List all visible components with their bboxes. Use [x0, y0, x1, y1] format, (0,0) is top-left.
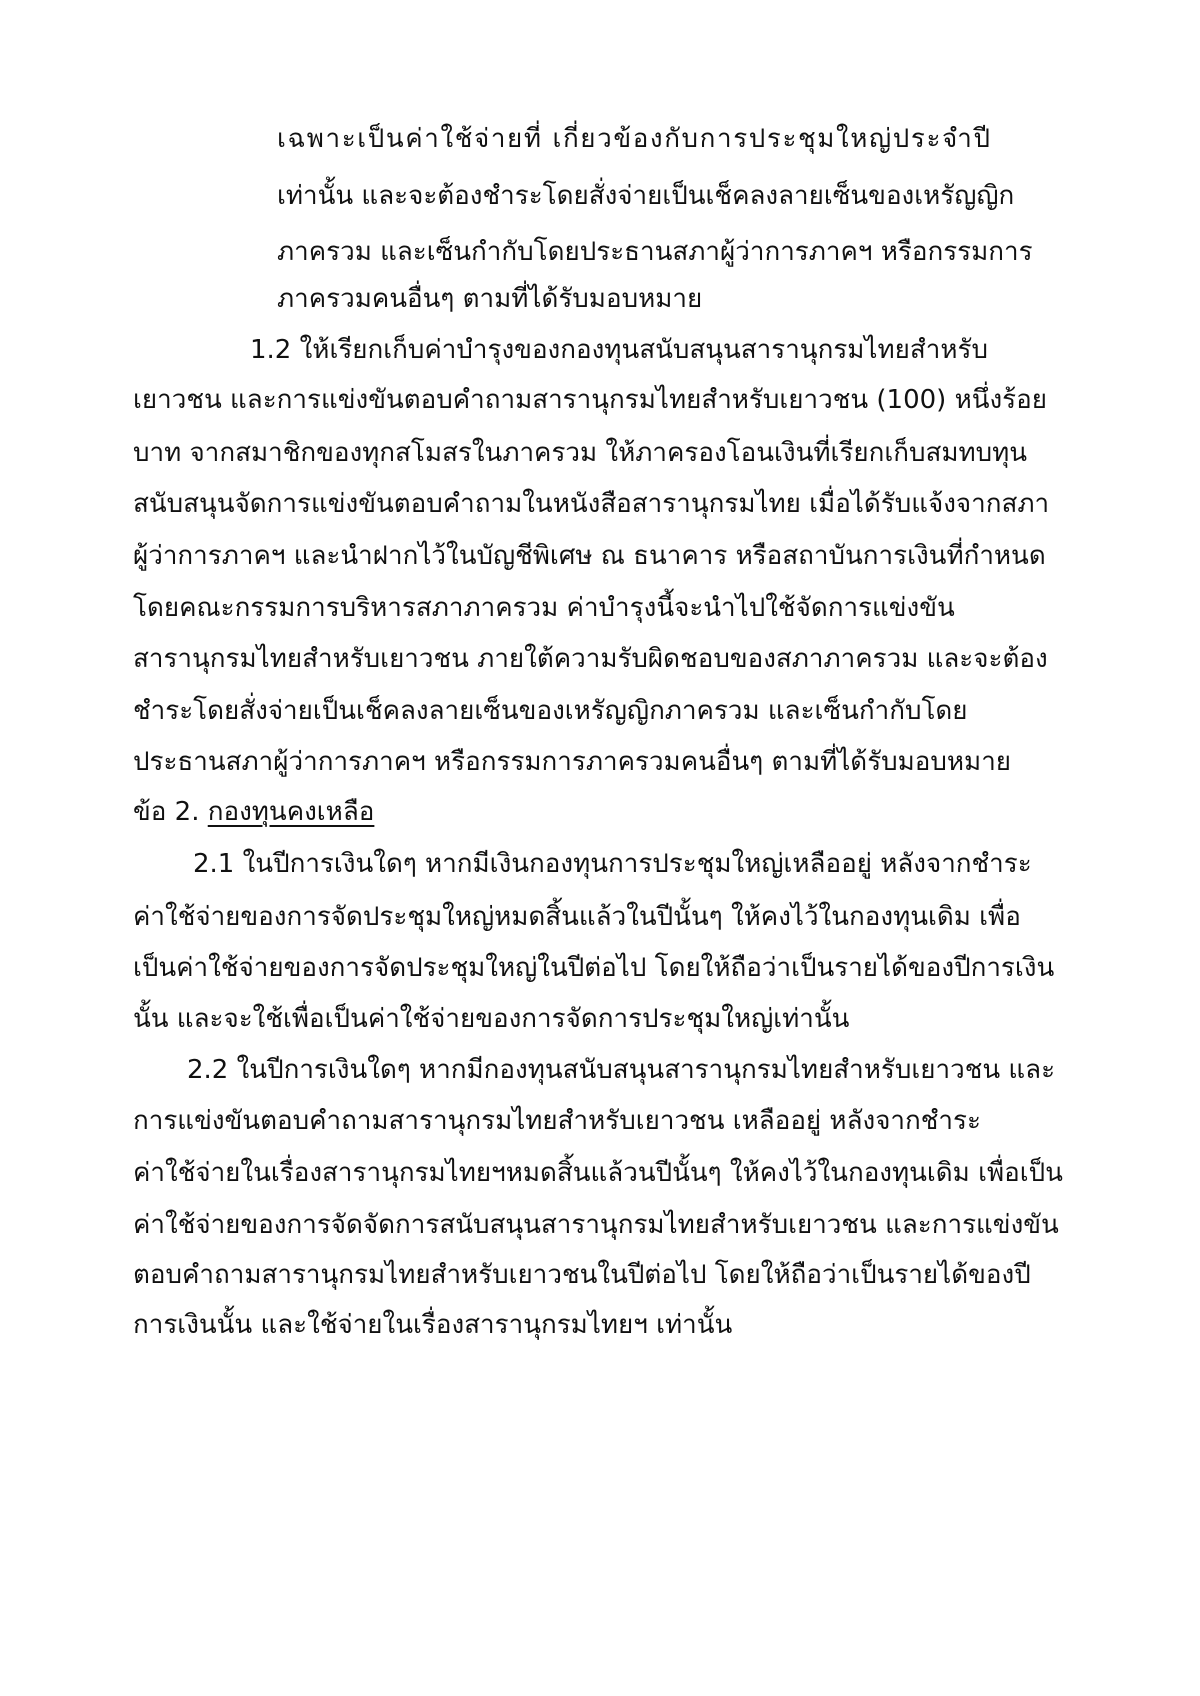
section-number: ข้อ 2.	[133, 797, 200, 827]
body-line: บาท จากสมาชิกของทุกสโมสรในภาครวม ให้ภาครองโอนเงินที่เรียกเก็บสมทบทุน	[133, 438, 1028, 468]
paragraph-first-line: 1.2 ให้เรียกเก็บค่าบำรุงของกองทุนสนับสนุนสารานุกรมไทยสำหรับ	[250, 335, 988, 365]
body-line: ภาครวม และเซ็นกำกับโดยประธานสภาผู้ว่าการภาคฯ หรือกรรมการ	[277, 237, 1033, 267]
body-line: เป็นค่าใช้จ่ายของการจัดประชุมใหญ่ในปีต่อไป โดยให้ถือว่าเป็นรายได้ของปีการเงิน	[133, 953, 1055, 983]
paragraph-first-line: 2.1 ในปีการเงินใดๆ หากมีเงินกองทุนการประชุมใหญ่เหลืออยู่ หลังจากชำระ	[193, 849, 1032, 879]
body-line: โดยคณะกรรมการบริหารสภาภาครวม ค่าบำรุงนี้จะนำไปใช้จัดการแข่งขัน	[133, 593, 955, 623]
section-heading	[133, 795, 374, 829]
body-line: เยาวชน และการแข่งขันตอบคำถามสารานุกรมไทยสำหรับเยาวชน (100) หนึ่งร้อย	[133, 385, 1047, 415]
body-line: ค่าใช้จ่ายของการจัดจัดการสนับสนุนสารานุกรมไทยสำหรับเยาวชน และการแข่งขัน	[133, 1210, 1059, 1240]
body-line: เฉพาะเป็นค่าใช้จ่ายที่ เกี่ยวข้องกับการประชุมใหญ่ประจำปี	[277, 124, 992, 154]
body-line: เท่านั้น และจะต้องชำระโดยสั่งจ่ายเป็นเช็คลงลายเซ็นของเหรัญญิก	[277, 181, 1015, 211]
paragraph-first-line: 2.2 ในปีการเงินใดๆ หากมีกองทุนสนับสนุนสารานุกรมไทยสำหรับเยาวชน และ	[187, 1055, 1056, 1085]
body-line: ผู้ว่าการภาคฯ และนำฝากไว้ในบัญชีพิเศษ ณ ธนาคาร หรือสถาบันการเงินที่กำหนด	[133, 541, 1046, 571]
body-line: การแข่งขันตอบคำถามสารานุกรมไทยสำหรับเยาวชน เหลืออยู่ หลังจากชำระ	[133, 1106, 981, 1136]
body-line: นั้น และจะใช้เพื่อเป็นค่าใช้จ่ายของการจัดการประชุมใหญ่เท่านั้น	[133, 1004, 850, 1034]
body-line: ภาครวมคนอื่นๆ ตามที่ได้รับมอบหมาย	[277, 284, 703, 314]
body-line: การเงินนั้น และใช้จ่ายในเรื่องสารานุกรมไทยฯ เท่านั้น	[133, 1310, 733, 1340]
section-title: กองทุนคงเหลือ	[207, 797, 375, 827]
body-line: ค่าใช้จ่ายของการจัดประชุมใหญ่หมดสิ้นแล้วในปีนั้นๆ ให้คงไว้ในกองทุนเดิม เพื่อ	[133, 902, 1021, 932]
body-line: ค่าใช้จ่ายในเรื่องสารานุกรมไทยฯหมดสิ้นแล้วนปีนั้นๆ ให้คงไว้ในกองทุนเดิม เพื่อเป็น	[133, 1158, 1063, 1188]
body-line: ประธานสภาผู้ว่าการภาคฯ หรือกรรมการภาครวมคนอื่นๆ ตามที่ได้รับมอบหมาย	[133, 747, 1012, 777]
body-line: สนับสนุนจัดการแข่งขันตอบคำถามในหนังสือสารานุกรมไทย เมื่อได้รับแจ้งจากสภา	[133, 489, 1050, 519]
body-line: ตอบคำถามสารานุกรมไทยสำหรับเยาวชนในปีต่อไป โดยให้ถือว่าเป็นรายได้ของปี	[133, 1260, 1031, 1290]
body-line: ชำระโดยสั่งจ่ายเป็นเช็คลงลายเซ็นของเหรัญญิกภาครวม และเซ็นกำกับโดย	[133, 696, 968, 726]
body-line: สารานุกรมไทยสำหรับเยาวชน ภายใต้ความรับผิดชอบของสภาภาครวม และจะต้อง	[133, 644, 1048, 674]
